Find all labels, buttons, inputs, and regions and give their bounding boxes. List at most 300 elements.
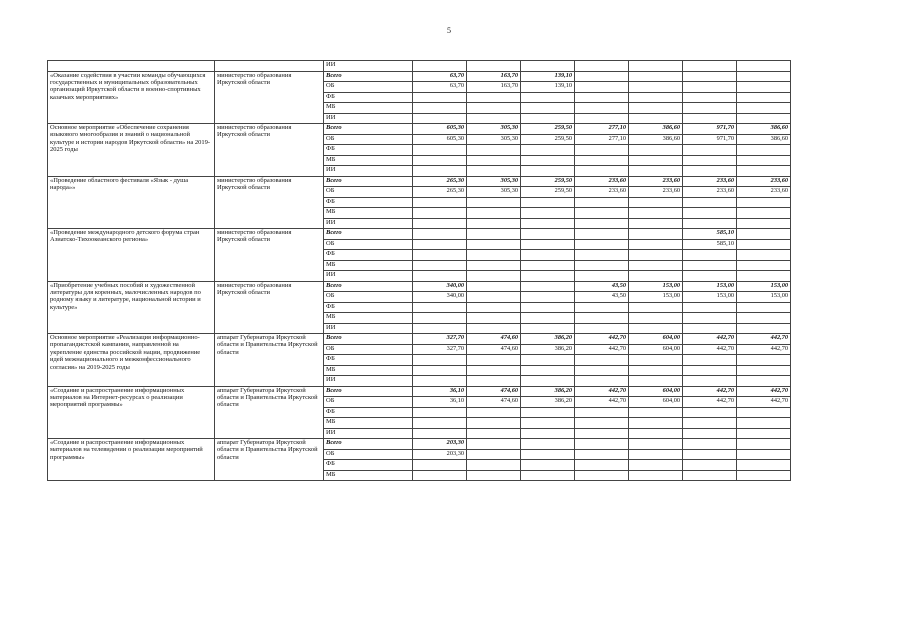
value-cell: [467, 376, 521, 387]
source-cell: ОБ: [324, 397, 413, 408]
value-cell: [467, 449, 521, 460]
value-cell: 442,70: [683, 334, 737, 345]
value-cell: [683, 355, 737, 366]
value-cell: [413, 260, 467, 271]
value-cell: 233,60: [575, 176, 629, 187]
source-cell: ИИ: [324, 271, 413, 282]
value-cell: 233,60: [737, 187, 791, 198]
value-cell: [683, 166, 737, 177]
value-cell: 233,60: [629, 187, 683, 198]
value-cell: [737, 313, 791, 324]
value-cell: [521, 376, 575, 387]
source-cell: ИИ: [324, 428, 413, 439]
value-cell: [575, 155, 629, 166]
value-cell: [737, 229, 791, 240]
executor-name: министерство образования Иркутской области: [215, 176, 324, 229]
source-cell: ФБ: [324, 197, 413, 208]
value-cell: [737, 218, 791, 229]
value-cell: [629, 260, 683, 271]
value-cell: [467, 323, 521, 334]
source-cell: ФБ: [324, 460, 413, 471]
value-cell: [683, 260, 737, 271]
value-cell: [683, 376, 737, 387]
value-cell: 63,70: [413, 71, 467, 82]
value-cell: [521, 250, 575, 261]
value-cell: [467, 250, 521, 261]
value-cell: 139,10: [521, 71, 575, 82]
value-cell: 386,20: [521, 397, 575, 408]
value-cell: [467, 439, 521, 450]
value-cell: 442,70: [683, 386, 737, 397]
source-cell: МБ: [324, 470, 413, 481]
source-cell: Всего: [324, 229, 413, 240]
value-cell: [467, 302, 521, 313]
source-cell: Всего: [324, 124, 413, 135]
source-cell: ИИ: [324, 323, 413, 334]
value-cell: [467, 208, 521, 219]
value-cell: [629, 239, 683, 250]
value-cell: [737, 355, 791, 366]
value-cell: 36,10: [413, 386, 467, 397]
executor-cell: [215, 61, 324, 72]
value-cell: [629, 376, 683, 387]
value-cell: 203,30: [413, 439, 467, 450]
value-cell: 259,50: [521, 124, 575, 135]
table-row: [48, 61, 791, 72]
value-cell: 442,70: [683, 344, 737, 355]
value-cell: 604,00: [629, 334, 683, 345]
value-cell: [683, 313, 737, 324]
value-cell: 386,60: [629, 134, 683, 145]
value-cell: [683, 439, 737, 450]
value-cell: [413, 155, 467, 166]
value-cell: [629, 145, 683, 156]
value-cell: [629, 82, 683, 93]
value-cell: [629, 113, 683, 124]
page-number: 5: [447, 26, 451, 35]
value-cell: [413, 407, 467, 418]
executor-name: министерство образования Иркутской области: [215, 229, 324, 282]
value-cell: [575, 197, 629, 208]
value-cell: [521, 92, 575, 103]
value-cell: [737, 428, 791, 439]
value-cell: [467, 61, 521, 72]
value-cell: [683, 302, 737, 313]
value-cell: [575, 218, 629, 229]
activity-name: «Создание и распространение информационных материалов на телевидении о реализации мероприятий программы»: [48, 439, 215, 481]
value-cell: [575, 113, 629, 124]
source-cell: ОБ: [324, 239, 413, 250]
value-cell: [575, 208, 629, 219]
value-cell: 971,70: [683, 124, 737, 135]
value-cell: [413, 355, 467, 366]
value-cell: [467, 260, 521, 271]
value-cell: [575, 407, 629, 418]
value-cell: [737, 323, 791, 334]
value-cell: [521, 260, 575, 271]
value-cell: 442,70: [575, 386, 629, 397]
value-cell: [521, 218, 575, 229]
value-cell: 259,50: [521, 187, 575, 198]
value-cell: [629, 470, 683, 481]
source-cell: ОБ: [324, 134, 413, 145]
value-cell: [521, 155, 575, 166]
value-cell: [413, 239, 467, 250]
value-cell: [575, 428, 629, 439]
value-cell: [683, 82, 737, 93]
value-cell: [629, 166, 683, 177]
value-cell: [737, 460, 791, 471]
value-cell: 327,70: [413, 344, 467, 355]
value-cell: [737, 418, 791, 429]
table-row: [48, 176, 791, 187]
value-cell: [413, 428, 467, 439]
source-cell: Всего: [324, 334, 413, 345]
value-cell: 442,70: [575, 344, 629, 355]
source-cell: ИИ: [324, 218, 413, 229]
value-cell: [683, 61, 737, 72]
value-cell: [683, 208, 737, 219]
source-cell: Всего: [324, 176, 413, 187]
value-cell: [629, 197, 683, 208]
table-row: [48, 386, 791, 397]
value-cell: [629, 302, 683, 313]
value-cell: [413, 145, 467, 156]
value-cell: [521, 61, 575, 72]
value-cell: 305,30: [467, 187, 521, 198]
value-cell: 340,00: [413, 281, 467, 292]
value-cell: [629, 218, 683, 229]
value-cell: 265,30: [413, 187, 467, 198]
value-cell: 386,20: [521, 334, 575, 345]
source-cell: ФБ: [324, 250, 413, 261]
value-cell: [737, 407, 791, 418]
value-cell: [413, 208, 467, 219]
value-cell: 163,70: [467, 71, 521, 82]
value-cell: [629, 313, 683, 324]
value-cell: [683, 250, 737, 261]
value-cell: [467, 113, 521, 124]
executor-name: министерство образования Иркутской области: [215, 71, 324, 124]
value-cell: 277,10: [575, 124, 629, 135]
value-cell: 153,00: [629, 292, 683, 303]
table-row: [48, 281, 791, 292]
source-cell: ИИ: [324, 113, 413, 124]
value-cell: [629, 323, 683, 334]
value-cell: 233,60: [683, 176, 737, 187]
value-cell: [467, 229, 521, 240]
value-cell: [413, 302, 467, 313]
activity-name: «Оказание содействия в участии команды обучающихся государственных и муниципальных образовательных организаций Иркутской области в военно-спортивных казачьих мероприятиях»: [48, 71, 215, 124]
value-cell: 585,10: [683, 229, 737, 240]
value-cell: [683, 113, 737, 124]
source-cell: ОБ: [324, 187, 413, 198]
value-cell: 585,10: [683, 239, 737, 250]
source-cell: ОБ: [324, 344, 413, 355]
value-cell: [467, 460, 521, 471]
value-cell: [413, 113, 467, 124]
name-cell: [48, 61, 215, 72]
table-row: [48, 334, 791, 345]
value-cell: [467, 281, 521, 292]
value-cell: 474,60: [467, 334, 521, 345]
value-cell: [629, 71, 683, 82]
value-cell: [575, 355, 629, 366]
value-cell: [413, 271, 467, 282]
source-cell: МБ: [324, 155, 413, 166]
value-cell: [413, 460, 467, 471]
value-cell: 442,70: [737, 334, 791, 345]
value-cell: [629, 428, 683, 439]
value-cell: [467, 470, 521, 481]
value-cell: [737, 250, 791, 261]
value-cell: [683, 145, 737, 156]
value-cell: [521, 166, 575, 177]
value-cell: 233,60: [737, 176, 791, 187]
value-cell: [575, 365, 629, 376]
activity-name: «Проведение международного детского форума стран Азиатско-Тихоокеанского региона»: [48, 229, 215, 282]
value-cell: [521, 355, 575, 366]
value-cell: [575, 229, 629, 240]
value-cell: 153,00: [683, 292, 737, 303]
value-cell: [467, 155, 521, 166]
source-cell: МБ: [324, 418, 413, 429]
value-cell: [467, 313, 521, 324]
value-cell: [683, 407, 737, 418]
value-cell: 259,50: [521, 176, 575, 187]
value-cell: [683, 271, 737, 282]
value-cell: [467, 428, 521, 439]
value-cell: [629, 460, 683, 471]
value-cell: 43,50: [575, 292, 629, 303]
table-row: [48, 124, 791, 135]
value-cell: [629, 155, 683, 166]
value-cell: 474,60: [467, 344, 521, 355]
source-cell: ИИ: [324, 166, 413, 177]
value-cell: 386,60: [629, 124, 683, 135]
value-cell: [629, 92, 683, 103]
value-cell: [521, 208, 575, 219]
value-cell: 305,30: [467, 134, 521, 145]
value-cell: [413, 166, 467, 177]
value-cell: 340,00: [413, 292, 467, 303]
value-cell: [413, 376, 467, 387]
value-cell: [629, 407, 683, 418]
value-cell: 153,00: [737, 292, 791, 303]
value-cell: [575, 71, 629, 82]
table-row: [48, 229, 791, 240]
value-cell: [413, 197, 467, 208]
value-cell: [737, 302, 791, 313]
table-row: [48, 71, 791, 82]
value-cell: [521, 197, 575, 208]
source-cell: ФБ: [324, 145, 413, 156]
activity-name: «Приобретение учебных пособий и художественной литературы для коренных, малочисленных народов по родному языку и литературе, национальной истории и культуре»: [48, 281, 215, 334]
value-cell: [629, 229, 683, 240]
table-row: [48, 439, 791, 450]
value-cell: 153,00: [737, 281, 791, 292]
value-cell: [737, 92, 791, 103]
executor-name: министерство образования Иркутской области: [215, 281, 324, 334]
value-cell: [467, 271, 521, 282]
value-cell: [413, 313, 467, 324]
source-cell: ФБ: [324, 355, 413, 366]
value-cell: [683, 449, 737, 460]
value-cell: [737, 166, 791, 177]
value-cell: [575, 239, 629, 250]
value-cell: [575, 323, 629, 334]
value-cell: [413, 229, 467, 240]
value-cell: 327,70: [413, 334, 467, 345]
value-cell: [629, 418, 683, 429]
value-cell: [413, 470, 467, 481]
value-cell: 233,60: [575, 187, 629, 198]
value-cell: [737, 82, 791, 93]
value-cell: [575, 439, 629, 450]
value-cell: [413, 365, 467, 376]
activity-name: «Создание и распространение информационных материалов на Интернет-ресурсах о реализации мероприятий программы»: [48, 386, 215, 439]
value-cell: [629, 103, 683, 114]
value-cell: [521, 145, 575, 156]
activity-name: «Проведение областного фестиваля «Язык - душа народа»»: [48, 176, 215, 229]
value-cell: [737, 376, 791, 387]
value-cell: [521, 407, 575, 418]
value-cell: [575, 302, 629, 313]
activity-name: Основное мероприятие «Реализация информационно-пропагандистской кампании, направленной на укрепление единства российской нации, продвижение идей межнационального и межконфессионального согласия» на 2019-2025 годы: [48, 334, 215, 387]
value-cell: 442,70: [737, 344, 791, 355]
value-cell: 265,30: [413, 176, 467, 187]
value-cell: 474,60: [467, 386, 521, 397]
value-cell: [521, 302, 575, 313]
value-cell: [737, 71, 791, 82]
value-cell: [521, 470, 575, 481]
value-cell: 305,30: [467, 176, 521, 187]
source-cell: ОБ: [324, 292, 413, 303]
value-cell: [629, 208, 683, 219]
value-cell: [683, 103, 737, 114]
value-cell: [683, 323, 737, 334]
value-cell: 386,20: [521, 386, 575, 397]
value-cell: [467, 418, 521, 429]
value-cell: [467, 355, 521, 366]
value-cell: 305,30: [467, 124, 521, 135]
value-cell: 153,00: [629, 281, 683, 292]
value-cell: 474,60: [467, 397, 521, 408]
value-cell: 442,70: [575, 334, 629, 345]
value-cell: 971,70: [683, 134, 737, 145]
value-cell: [521, 323, 575, 334]
value-cell: [737, 208, 791, 219]
value-cell: 604,00: [629, 344, 683, 355]
value-cell: [575, 449, 629, 460]
value-cell: 203,30: [413, 449, 467, 460]
value-cell: [521, 113, 575, 124]
source-cell: МБ: [324, 103, 413, 114]
source-cell: ФБ: [324, 407, 413, 418]
value-cell: [467, 365, 521, 376]
value-cell: [413, 61, 467, 72]
value-cell: [521, 239, 575, 250]
value-cell: 605,30: [413, 134, 467, 145]
value-cell: [521, 460, 575, 471]
value-cell: 163,70: [467, 82, 521, 93]
value-cell: [683, 218, 737, 229]
value-cell: 442,70: [683, 397, 737, 408]
value-cell: [737, 260, 791, 271]
budget-table: [47, 60, 791, 481]
value-cell: [575, 82, 629, 93]
value-cell: [629, 365, 683, 376]
value-cell: [737, 439, 791, 450]
source-cell: МБ: [324, 313, 413, 324]
value-cell: 386,60: [737, 134, 791, 145]
value-cell: [629, 250, 683, 261]
value-cell: [629, 271, 683, 282]
value-cell: [467, 239, 521, 250]
value-cell: [629, 449, 683, 460]
value-cell: 259,50: [521, 134, 575, 145]
value-cell: [467, 166, 521, 177]
value-cell: [629, 61, 683, 72]
value-cell: [413, 250, 467, 261]
value-cell: [575, 145, 629, 156]
value-cell: [737, 470, 791, 481]
value-cell: [683, 365, 737, 376]
value-cell: [683, 92, 737, 103]
value-cell: [683, 197, 737, 208]
value-cell: [737, 61, 791, 72]
value-cell: 604,00: [629, 386, 683, 397]
value-cell: [575, 92, 629, 103]
value-cell: [575, 418, 629, 429]
value-cell: [521, 229, 575, 240]
value-cell: [413, 418, 467, 429]
source-cell: ОБ: [324, 449, 413, 460]
value-cell: 233,60: [683, 187, 737, 198]
value-cell: 63,70: [413, 82, 467, 93]
value-cell: [575, 250, 629, 261]
value-cell: 43,50: [575, 281, 629, 292]
executor-name: аппарат Губернатора Иркутской области и Правительства Иркутской области: [215, 386, 324, 439]
value-cell: 442,70: [737, 386, 791, 397]
value-cell: [521, 418, 575, 429]
executor-name: аппарат Губернатора Иркутской области и Правительства Иркутской области: [215, 439, 324, 481]
value-cell: [629, 439, 683, 450]
source-cell: Всего: [324, 71, 413, 82]
source-cell: Всего: [324, 439, 413, 450]
value-cell: 442,70: [737, 397, 791, 408]
value-cell: [629, 355, 683, 366]
value-cell: [737, 197, 791, 208]
value-cell: 139,10: [521, 82, 575, 93]
source-cell: Всего: [324, 386, 413, 397]
value-cell: [737, 155, 791, 166]
value-cell: [575, 260, 629, 271]
value-cell: [737, 113, 791, 124]
source-cell: ОБ: [324, 82, 413, 93]
value-cell: [737, 103, 791, 114]
value-cell: [683, 428, 737, 439]
value-cell: [521, 449, 575, 460]
value-cell: [575, 103, 629, 114]
value-cell: [575, 470, 629, 481]
value-cell: [521, 103, 575, 114]
value-cell: [683, 155, 737, 166]
value-cell: [683, 460, 737, 471]
source-cell: МБ: [324, 208, 413, 219]
value-cell: [737, 365, 791, 376]
activity-name: Основное мероприятие «Обеспечение сохранения языкового многообразия и знаний о национальной культуре и истории народов Иркутской области» на 2019-2025 годы: [48, 124, 215, 177]
